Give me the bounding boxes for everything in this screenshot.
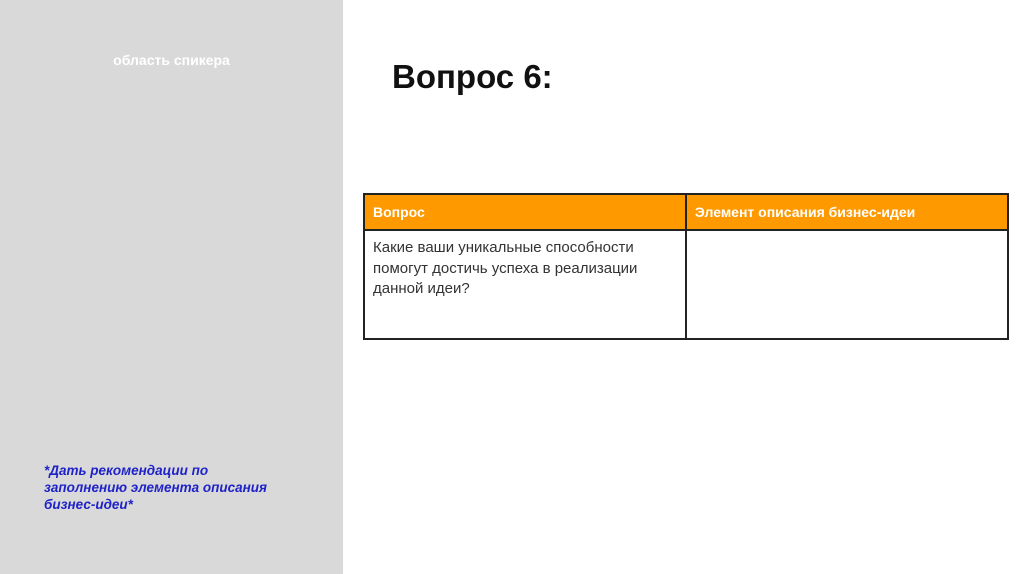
header-business-element: Элемент описания бизнес-идеи: [686, 194, 1008, 230]
speaker-note: *Дать рекомендации по заполнению элемента описания бизнес-идеи*: [44, 463, 267, 512]
header-question: Вопрос: [364, 194, 686, 230]
slide-title: Вопрос 6:: [392, 58, 553, 95]
question-table: [363, 193, 1009, 340]
answer-cell[interactable]: [686, 230, 1008, 339]
table-row: [364, 230, 1008, 339]
table-header-row: [364, 194, 1008, 230]
speaker-area-label: область спикера: [113, 52, 230, 68]
question-cell: Какие ваши уникальные способности помогут достичь успеха в реализации данной идеи?: [364, 230, 686, 339]
speaker-area: [0, 0, 343, 574]
